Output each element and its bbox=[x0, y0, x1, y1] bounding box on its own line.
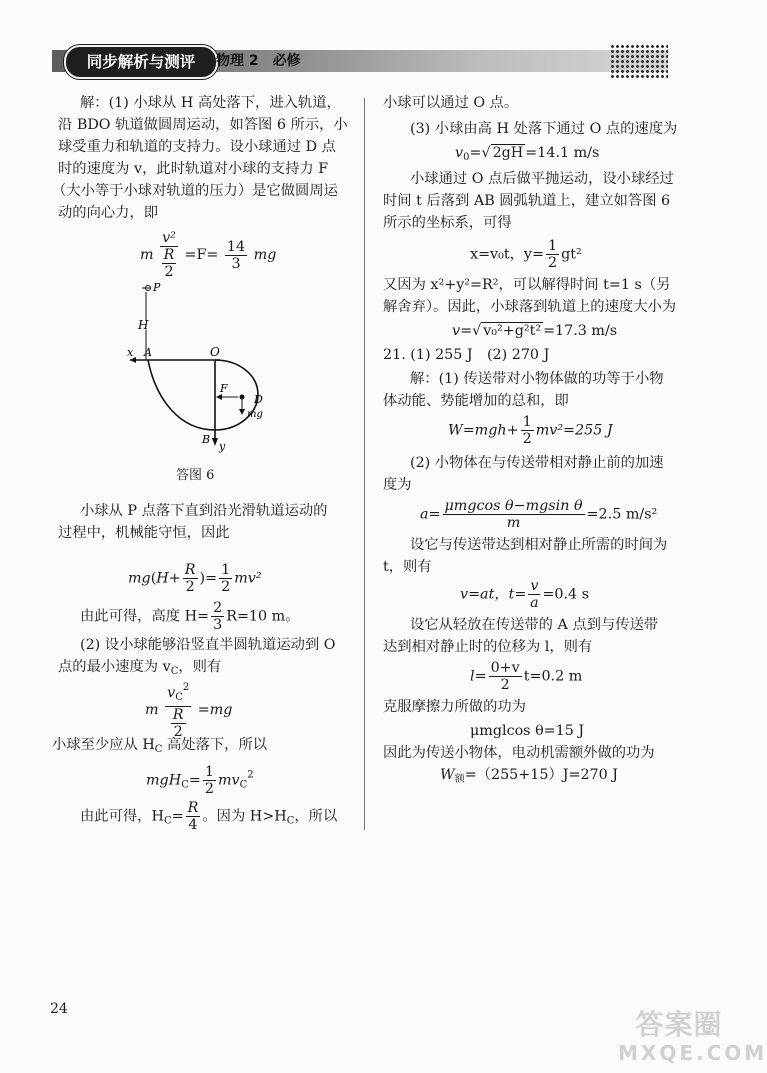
equation-friction-work: μmglcos θ=15 J bbox=[470, 723, 585, 739]
series-title-badge: 同步解析与测评 bbox=[64, 45, 218, 79]
running-header bbox=[52, 44, 668, 78]
right-para-10: 因此为传送小物体，电动机需额外做的功为 bbox=[383, 745, 655, 761]
right-para-8-line-2: 达到相对静止时的位移为 l，则有 bbox=[383, 639, 593, 655]
left-para-4-line-1: (2) 设小球能够沿竖直半圆轨道运动到 O bbox=[80, 637, 336, 653]
right-para-5-line-2: 体动能、势能增加的总和，即 bbox=[383, 393, 569, 409]
equation-landing-velocity: v=√ v₀²+g²t² =17.3 m/s bbox=[452, 323, 618, 339]
label-x: x bbox=[127, 346, 134, 359]
left-para-5: 小球至少应从 $H_C$ 高处落下，所以 bbox=[52, 737, 268, 755]
right-para-4-line-1: 又因为 x²+y²=R²，可以解得时间 t=1 s（另 bbox=[383, 277, 671, 293]
equation-extra-work: $W_额=(255+15)J=270$ J bbox=[440, 767, 619, 785]
equation-energy-conservation: mg(H+ $\frac{R}{2}$ )= $\frac{1}{2}$ mv² bbox=[128, 562, 262, 595]
right-para-8-line-1: 设它从轻放在传送带的 A 点到与传送带 bbox=[410, 617, 659, 633]
figure-caption: 答图 6 bbox=[176, 468, 215, 483]
label-y: y bbox=[219, 440, 226, 453]
left-para-2-line-2: 过程中，机械能守恒，因此 bbox=[58, 525, 230, 541]
watermark-bottom-text: MXQE.COM bbox=[618, 1041, 767, 1065]
right-para-1: 小球可以通过 O 点。 bbox=[383, 95, 519, 111]
left-height-result: 由此可得，高度 H= $\frac{2}{3}$ R=10 m。 bbox=[80, 600, 300, 633]
watermark bbox=[618, 1008, 767, 1068]
gravity-arrowhead bbox=[239, 409, 245, 415]
equation-velocity-o: $v_0=√$ 2gH =14.1 m/s bbox=[455, 145, 600, 163]
page-number: 24 bbox=[50, 1001, 68, 1017]
right-para-6-line-2: 度为 bbox=[383, 477, 412, 493]
right-para-7-line-1: 设它与传送带达到相对静止所需的时间为 bbox=[410, 537, 668, 553]
label-mg: mg bbox=[247, 409, 263, 420]
label-f: F bbox=[220, 382, 228, 395]
left-para-1-line-5: （大小等于小球对轨道的压力）是它做圆周运 bbox=[52, 183, 338, 199]
left-para-4-line-2: 点的最小速度为 $v_C$，则有 bbox=[58, 659, 222, 677]
right-para-2: (3) 小球由高 H 处落下通过 O 点的速度为 bbox=[410, 121, 678, 137]
right-para-3-line-2: 时间 t 后落到 AB 圆弧轨道上，建立如答图 6 bbox=[383, 193, 671, 209]
left-para-1-line-6: 动的向心力，即 bbox=[58, 205, 159, 221]
left-para-1-line-4: 时的速度为 v，此时轨道对小球的支持力 F bbox=[58, 161, 329, 177]
right-para-4-line-2: 解舍弃）。因此，小球落到轨道上的速度大小为 bbox=[383, 299, 677, 315]
left-para-2-line-1: 小球从 P 点落下直到沿光滑轨道运动的 bbox=[80, 503, 328, 519]
label-b: B bbox=[202, 433, 211, 446]
header-dot-pattern bbox=[610, 44, 668, 78]
right-para-7-line-2: t，则有 bbox=[383, 559, 432, 575]
left-para-6: 由此可得，$H_C=$ $\frac{R}{4}$ 。因为 $H>H_C$，所以 bbox=[80, 800, 338, 833]
equation-acceleration: a= $\frac{\text{μmgcos θ−mgsin θ}}{m} =2.5$ m/s² bbox=[420, 498, 658, 531]
label-a: A bbox=[144, 346, 152, 359]
right-para-3-line-3: 所示的坐标系，可得 bbox=[383, 215, 512, 231]
watermark-top-text: 答案圈 bbox=[635, 1008, 723, 1041]
column-divider bbox=[364, 98, 365, 830]
y-axis-arrow bbox=[212, 438, 218, 446]
answer-21: 21. (1) 255 J (2) 270 J bbox=[383, 347, 550, 363]
equation-time: v=at，t= $\frac{v}{a} =0.4$ s bbox=[460, 578, 590, 611]
left-para-1-line-3: 球受重力和轨道的支持力。设小球通过 D 点 bbox=[58, 139, 336, 155]
equation-centripetal: m $\frac{\text{v²}}{\frac{R}{2}}$ =F= $\frac{14}{3}$ mg bbox=[140, 230, 277, 280]
right-para-6-line-1: (2) 小物体在与传送带相对静止前的加速 bbox=[410, 455, 664, 471]
equation-min-velocity: m $\frac{v_C^2}{\frac{R}{2}}$ =mg bbox=[145, 682, 233, 740]
right-para-5-line-1: 解：(1) 传送带对小物体做的功等于小物 bbox=[410, 371, 664, 387]
equation-height-hc: mgH$_C$= $\frac{1}{2}$ $mv_C^2$ bbox=[146, 764, 254, 797]
equation-work: W=mgh+ $\frac{1}{2}$ mv²=255 J bbox=[448, 414, 613, 447]
left-para-1-line-1: 解：(1) 小球从 H 高处落下，进入轨道， bbox=[80, 95, 341, 111]
equation-displacement: l= $\frac{0+v}{2}$ t=0.2 m bbox=[470, 660, 583, 693]
label-o: O bbox=[210, 345, 220, 359]
label-d: D bbox=[254, 393, 263, 406]
figure-track-diagram bbox=[120, 280, 280, 460]
left-para-1-line-2: 沿 BDO 轨道做圆周运动，如答图 6 所示，小 bbox=[58, 117, 348, 133]
equation-projectile: x=v₀t，y= $\frac{1}{2}$ gt² bbox=[470, 238, 582, 271]
right-para-9: 克服摩擦力所做的功为 bbox=[383, 699, 526, 715]
label-p: P bbox=[153, 281, 161, 294]
book-title: 物理 2 必修 bbox=[216, 53, 301, 69]
right-para-3-line-1: 小球通过 O 点后做平抛运动，设小球经过 bbox=[410, 171, 674, 187]
ball-at-d bbox=[240, 395, 245, 400]
label-h: H bbox=[138, 318, 149, 332]
